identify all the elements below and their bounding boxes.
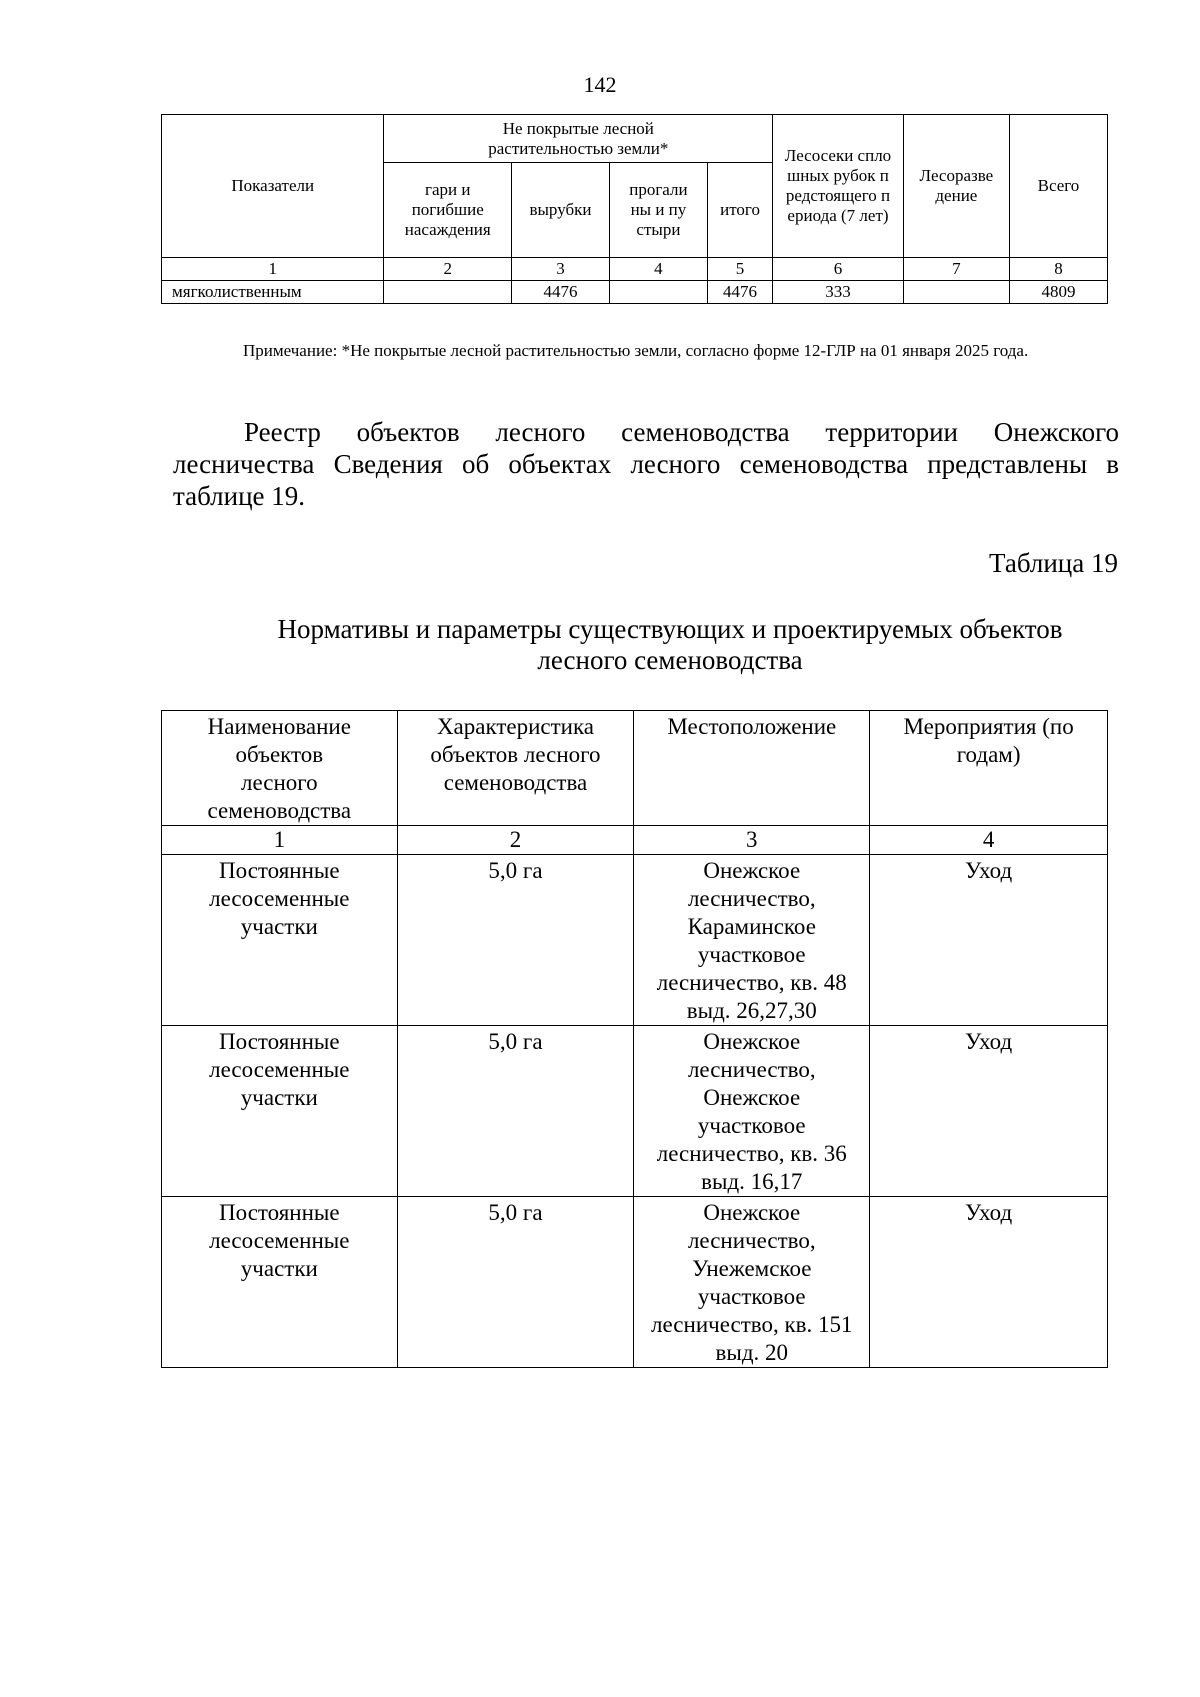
column-number: 7 [903,258,1009,281]
table-row [162,1197,1108,1368]
activities-cell: Уход [870,1197,1108,1368]
header-characteristics: Характеристика объектов лесного семеноводства [397,711,634,826]
header-cutting-areas: Лесосеки сплошных рубок предстоящего периода (7 лет) [773,115,904,258]
forest-land-table [161,114,1108,304]
column-number: 2 [397,826,634,855]
seed-objects-table [161,710,1108,1368]
table-row [162,855,1108,1026]
characteristics-cell: 5,0 га [397,1197,634,1368]
header-reforestation: Лесоразведение [903,115,1009,258]
table-cell: 4809 [1009,281,1107,304]
column-number: 4 [609,258,707,281]
table-label: Таблица 19 [989,548,1118,578]
table-title [240,614,1100,676]
header-activities: Мероприятия (по годам) [870,711,1108,826]
activities-cell: Уход [870,855,1108,1026]
header-clearcuts: вырубки [512,163,610,258]
location-cell: Онежское лесничество, Караминское участковое лесничество, кв. 48 выд. 26,27,30 [634,855,870,1026]
body-paragraph: Реестр объектов лесного семеноводства территории Онежского лесничества Сведения об объектах лесного семеноводства представлены в таблице 19. [173,417,1119,511]
header-burnt: гари и погибшие насаждения [384,163,512,258]
table-cell: 333 [773,281,904,304]
page-number: 142 [583,72,617,97]
characteristics-cell: 5,0 га [397,855,634,1026]
column-number: 6 [773,258,904,281]
column-number: 3 [512,258,610,281]
table-cell: 4476 [707,281,772,304]
location-cell: Онежское лесничество, Онежское участковое лесничество, кв. 36 выд. 16,17 [634,1026,870,1197]
header-glades: прогалины и пустыри [609,163,707,258]
header-total: Всего [1009,115,1107,258]
table-cell [609,281,707,304]
header-location: Местоположение [634,711,870,826]
table-row [162,281,1108,304]
table-title-line: Нормативы и параметры существующих и проектируемых объектов [277,614,1063,644]
column-number: 4 [870,826,1108,855]
column-number: 3 [634,826,870,855]
object-name-cell: Постоянные лесосеменные участки [162,1026,398,1197]
activities-cell: Уход [870,1026,1108,1197]
column-number: 2 [384,258,512,281]
table-note: Примечание: *Не покрытые лесной растительностью земли, согласно форме 12-ГЛР на 01 января 2025 года. [243,341,1029,360]
characteristics-cell: 5,0 га [397,1026,634,1197]
object-name-cell: Постоянные лесосеменные участки [162,855,398,1026]
header-not-covered-group: Не покрытые лесной растительностью земли* [384,115,773,163]
row-label: мягколиственным [162,281,384,304]
header-object-name: Наименование объектов лесного семеноводства [162,711,398,826]
table-cell [903,281,1009,304]
table-title-line: лесного семеноводства [537,645,803,675]
header-total-sub: итого [707,163,772,258]
column-number: 1 [162,258,384,281]
object-name-cell: Постоянные лесосеменные участки [162,1197,398,1368]
table-cell: 4476 [512,281,610,304]
table-row [162,1026,1108,1197]
column-number: 5 [707,258,772,281]
header-indicators: Показатели [162,115,384,258]
table-cell [384,281,512,304]
column-number: 8 [1009,258,1107,281]
location-cell: Онежское лесничество, Унежемское участковое лесничество, кв. 151 выд. 20 [634,1197,870,1368]
column-number: 1 [162,826,398,855]
